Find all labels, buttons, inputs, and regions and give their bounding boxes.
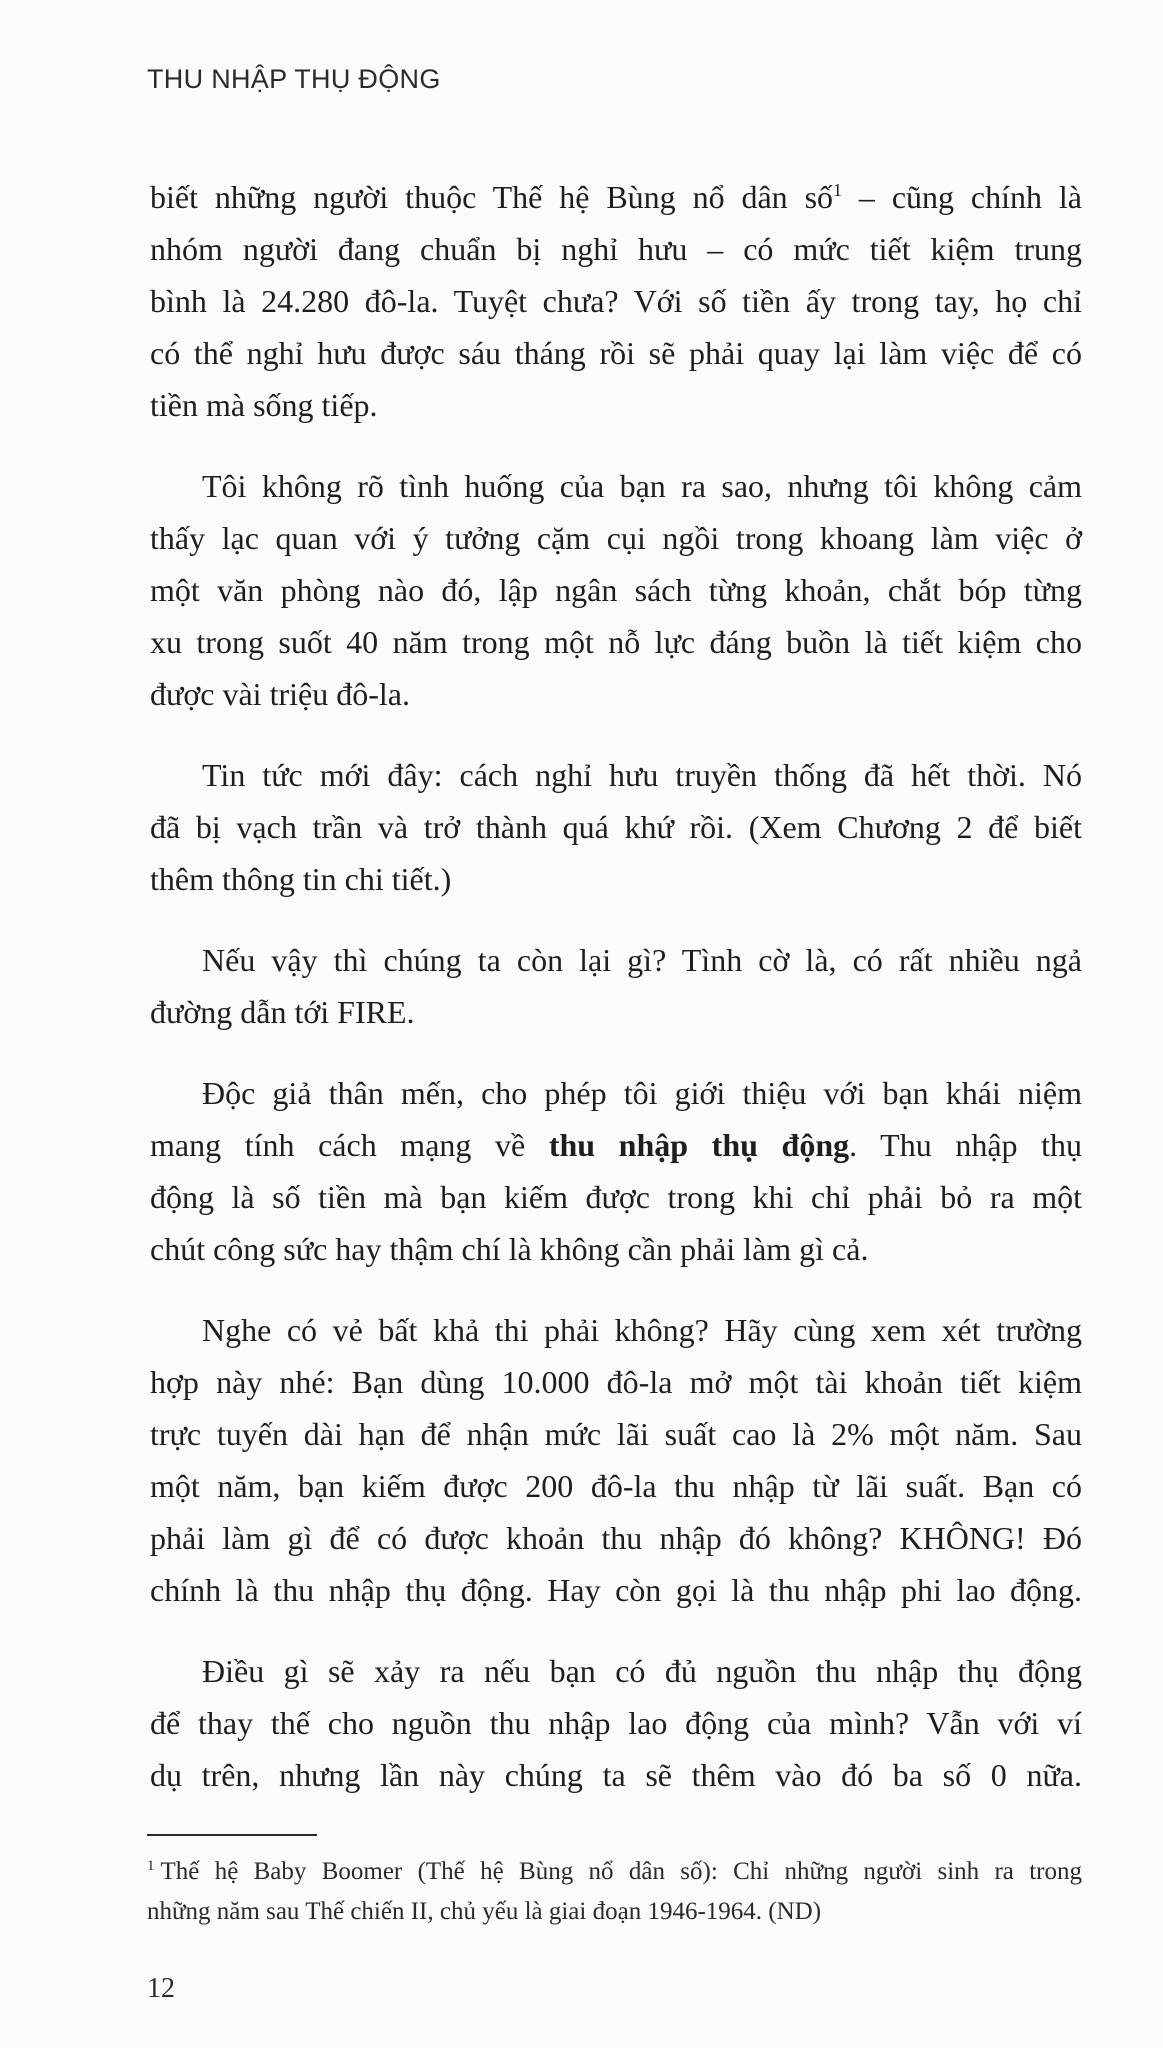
paragraph-3	[150, 749, 1082, 905]
text-line: dụ trên, nhưng lần này chúng ta sẽ thêm vào đó ba số 0 nữa.	[150, 1757, 1082, 1793]
footnote-marker: 1	[147, 1858, 155, 1874]
text-line: Nếu vậy thì chúng ta còn lại gì? Tình cờ là, có rất nhiều ngả	[202, 942, 1082, 978]
text-line: Tôi không rõ tình huống của bạn ra sao, nhưng tôi không cảm	[202, 468, 1082, 504]
footnote-marker: 1	[833, 180, 843, 200]
text-line: Điều gì sẽ xảy ra nếu bạn có đủ nguồn thu nhập thụ động	[202, 1653, 1082, 1689]
text-line: một văn phòng nào đó, lập ngân sách từng khoản, chắt bóp từng	[150, 572, 1082, 608]
text-line: có thể nghỉ hưu được sáu tháng rồi sẽ phải quay lại làm việc để có	[150, 335, 1082, 371]
text-line: đã bị vạch trần và trở thành quá khứ rồi. (Xem Chương 2 để biết	[150, 809, 1082, 845]
text-line: bình là 24.280 đô-la. Tuyệt chưa? Với số tiền ấy trong tay, họ chỉ	[150, 283, 1082, 319]
page-number: 12	[147, 1973, 175, 2004]
text-line: nhóm người đang chuẩn bị nghỉ hưu – có mức tiết kiệm trung	[150, 231, 1082, 267]
text-line: xu trong suốt 40 năm trong một nỗ lực đáng buồn là tiết kiệm cho	[150, 624, 1082, 660]
footnote-line: những năm sau Thế chiến II, chủ yếu là giai đoạn 1946-1964. (ND)	[147, 1898, 822, 1925]
paragraph-6	[150, 1304, 1082, 1616]
text-line: Độc giả thân mến, cho phép tôi giới thiệu với bạn khái niệm	[202, 1075, 1082, 1111]
footnote-divider	[147, 1834, 317, 1836]
footnote	[147, 1852, 1082, 1932]
paragraph-1	[150, 171, 1082, 431]
text-line: thêm thông tin chi tiết.)	[150, 861, 452, 897]
text-line: chính là thu nhập thụ động. Hay còn gọi là thu nhập phi lao động.	[150, 1572, 1082, 1608]
text-line: một năm, bạn kiếm được 200 đô-la thu nhập từ lãi suất. Bạn có	[150, 1468, 1082, 1504]
text-line: tiền mà sống tiếp.	[150, 387, 378, 423]
text-line: phải làm gì để có được khoản thu nhập đó không? KHÔNG! Đó	[150, 1520, 1082, 1556]
bold-term: thu nhập thụ động	[548, 1127, 850, 1163]
text-line: Tin tức mới đây: cách nghỉ hưu truyền thống đã hết thời. Nó	[202, 757, 1082, 793]
text-line: động là số tiền mà bạn kiếm được trong khi chỉ phải bỏ ra một	[150, 1179, 1082, 1215]
text-line: hợp này nhé: Bạn dùng 10.000 đô-la mở một tài khoản tiết kiệm	[150, 1364, 1082, 1400]
text-line: được vài triệu đô-la.	[150, 676, 410, 712]
text-line: mang tính cách mạng về thu nhập thụ động. Thu nhập thụ	[150, 1127, 1083, 1163]
footnote-line: $^1$ Thế hệ Baby Boomer (Thế hệ Bùng nổ dân số): Chỉ những người sinh ra trong	[147, 1858, 1082, 1885]
paragraph-4	[150, 934, 1082, 1038]
running-header: THU NHẬP THỤ ĐỘNG	[147, 64, 441, 94]
paragraph-5	[150, 1067, 1082, 1275]
paragraph-7	[150, 1645, 1082, 1801]
text-line: thấy lạc quan với ý tưởng cặm cụi ngồi trong khoang làm việc ở	[150, 520, 1082, 556]
text-line: trực tuyến dài hạn để nhận mức lãi suất cao là 2% một năm. Sau	[150, 1416, 1082, 1452]
text-line: để thay thế cho nguồn thu nhập lao động của mình? Vẫn với ví	[150, 1705, 1082, 1741]
text-line: chút công sức hay thậm chí là không cần phải làm gì cả.	[150, 1231, 869, 1267]
body-text	[150, 171, 1082, 1830]
text-line: đường dẫn tới FIRE.	[150, 994, 415, 1030]
text-line: biết những người thuộc Thế hệ Bùng nổ dân số$^1$ – cũng chính là	[150, 179, 1083, 215]
text-line: Nghe có vẻ bất khả thi phải không? Hãy cùng xem xét trường	[202, 1312, 1082, 1348]
paragraph-2	[150, 460, 1082, 720]
